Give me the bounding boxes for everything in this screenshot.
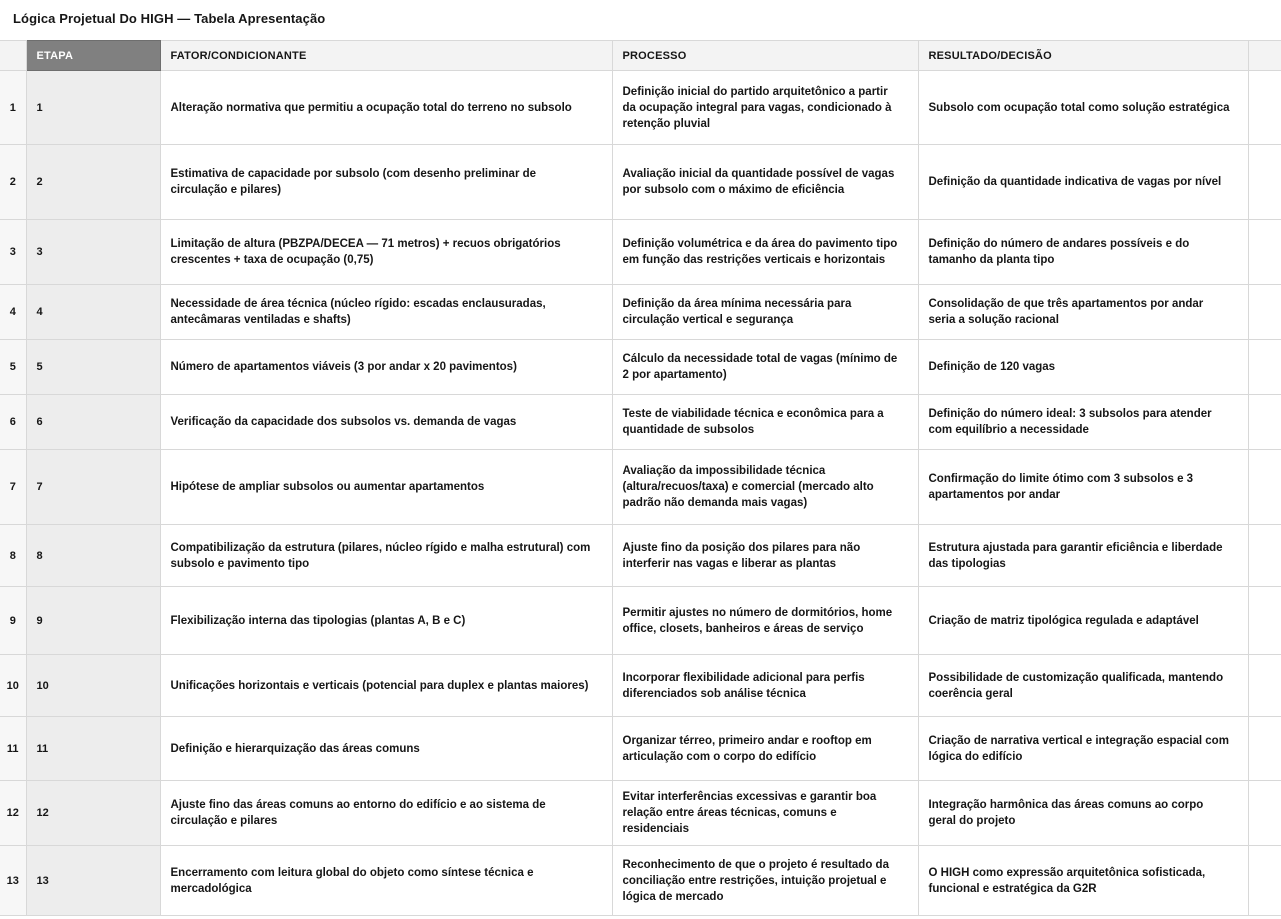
- cell-processo: Reconhecimento de que o projeto é resultado da conciliação entre restrições, intuição projetual e lógica de mercado: [612, 846, 918, 916]
- cell-etapa: 1: [26, 71, 160, 145]
- cell-processo: Avaliação da impossibilidade técnica (altura/recuos/taxa) e comercial (mercado alto padrão não demanda mais vagas): [612, 450, 918, 525]
- cell-resultado-decisao: Criação de narrativa vertical e integração espacial com lógica do edifício: [918, 717, 1248, 781]
- cell-processo: Teste de viabilidade técnica e econômica para a quantidade de subsolos: [612, 395, 918, 450]
- row-number: 9: [0, 587, 26, 655]
- table-row: [0, 285, 1281, 340]
- row-number: 11: [0, 717, 26, 781]
- cell-resultado-decisao: Definição da quantidade indicativa de vagas por nível: [918, 145, 1248, 220]
- cell-processo: Definição inicial do partido arquitetônico a partir da ocupação integral para vagas, condicionado à retenção pluvial: [612, 71, 918, 145]
- cell-spacer: [1248, 655, 1281, 717]
- row-number: 3: [0, 220, 26, 285]
- cell-processo: Incorporar flexibilidade adicional para perfis diferenciados sob análise técnica: [612, 655, 918, 717]
- cell-etapa: 13: [26, 846, 160, 916]
- cell-resultado-decisao: Definição de 120 vagas: [918, 340, 1248, 395]
- table-row: [0, 587, 1281, 655]
- cell-spacer: [1248, 846, 1281, 916]
- table-row: [0, 781, 1281, 846]
- row-number: 8: [0, 525, 26, 587]
- cell-spacer: [1248, 717, 1281, 781]
- header-etapa: ETAPA: [26, 41, 160, 71]
- cell-spacer: [1248, 395, 1281, 450]
- cell-resultado-decisao: Integração harmônica das áreas comuns ao corpo geral do projeto: [918, 781, 1248, 846]
- cell-processo: Avaliação inicial da quantidade possível de vagas por subsolo com o máximo de eficiência: [612, 145, 918, 220]
- table-row: [0, 395, 1281, 450]
- cell-fator-condicionante: Alteração normativa que permitiu a ocupação total do terreno no subsolo: [160, 71, 612, 145]
- table-row: [0, 340, 1281, 395]
- cell-resultado-decisao: Definição do número ideal: 3 subsolos para atender com equilíbrio a necessidade: [918, 395, 1248, 450]
- table-body: [0, 71, 1281, 916]
- table-row: [0, 846, 1281, 916]
- cell-etapa: 7: [26, 450, 160, 525]
- header-row: [0, 41, 1281, 71]
- cell-etapa: 3: [26, 220, 160, 285]
- cell-etapa: 5: [26, 340, 160, 395]
- row-number: 10: [0, 655, 26, 717]
- cell-resultado-decisao: Possibilidade de customização qualificada, mantendo coerência geral: [918, 655, 1248, 717]
- cell-fator-condicionante: Verificação da capacidade dos subsolos vs. demanda de vagas: [160, 395, 612, 450]
- cell-etapa: 4: [26, 285, 160, 340]
- row-number: 4: [0, 285, 26, 340]
- cell-resultado-decisao: Estrutura ajustada para garantir eficiência e liberdade das tipologias: [918, 525, 1248, 587]
- cell-etapa: 9: [26, 587, 160, 655]
- header-resultado-decisao: RESULTADO/DECISÃO: [918, 41, 1248, 71]
- cell-resultado-decisao: Subsolo com ocupação total como solução estratégica: [918, 71, 1248, 145]
- cell-processo: Permitir ajustes no número de dormitórios, home office, closets, banheiros e áreas de serviço: [612, 587, 918, 655]
- cell-spacer: [1248, 71, 1281, 145]
- cell-processo: Ajuste fino da posição dos pilares para não interferir nas vagas e liberar as plantas: [612, 525, 918, 587]
- cell-processo: Evitar interferências excessivas e garantir boa relação entre áreas técnicas, comuns e residenciais: [612, 781, 918, 846]
- cell-etapa: 6: [26, 395, 160, 450]
- cell-processo: Organizar térreo, primeiro andar e rooftop em articulação com o corpo do edifício: [612, 717, 918, 781]
- cell-etapa: 2: [26, 145, 160, 220]
- cell-spacer: [1248, 525, 1281, 587]
- cell-resultado-decisao: Confirmação do limite ótimo com 3 subsolos e 3 apartamentos por andar: [918, 450, 1248, 525]
- cell-spacer: [1248, 587, 1281, 655]
- table-row: [0, 525, 1281, 587]
- cell-etapa: 11: [26, 717, 160, 781]
- table-row: [0, 220, 1281, 285]
- page-title: Lógica Projetual Do HIGH — Tabela Apresentação: [13, 11, 326, 26]
- cell-fator-condicionante: Flexibilização interna das tipologias (plantas A, B e C): [160, 587, 612, 655]
- cell-etapa: 12: [26, 781, 160, 846]
- cell-spacer: [1248, 450, 1281, 525]
- cell-fator-condicionante: Número de apartamentos viáveis (3 por andar x 20 pavimentos): [160, 340, 612, 395]
- header-spacer-cell: [1248, 41, 1281, 71]
- cell-resultado-decisao: Definição do número de andares possíveis e do tamanho da planta tipo: [918, 220, 1248, 285]
- cell-fator-condicionante: Ajuste fino das áreas comuns ao entorno do edifício e ao sistema de circulação e pilares: [160, 781, 612, 846]
- cell-spacer: [1248, 285, 1281, 340]
- cell-fator-condicionante: Necessidade de área técnica (núcleo rígido: escadas enclausuradas, antecâmaras ventiladas e shafts): [160, 285, 612, 340]
- table-row: [0, 145, 1281, 220]
- cell-etapa: 10: [26, 655, 160, 717]
- header-fator-condicionante: FATOR/CONDICIONANTE: [160, 41, 612, 71]
- row-number: 5: [0, 340, 26, 395]
- row-number: 7: [0, 450, 26, 525]
- cell-fator-condicionante: Definição e hierarquização das áreas comuns: [160, 717, 612, 781]
- cell-processo: Cálculo da necessidade total de vagas (mínimo de 2 por apartamento): [612, 340, 918, 395]
- row-number: 1: [0, 71, 26, 145]
- cell-spacer: [1248, 781, 1281, 846]
- header-processo: PROCESSO: [612, 41, 918, 71]
- row-number: 12: [0, 781, 26, 846]
- cell-spacer: [1248, 220, 1281, 285]
- cell-processo: Definição da área mínima necessária para circulação vertical e segurança: [612, 285, 918, 340]
- table-row: [0, 717, 1281, 781]
- cell-resultado-decisao: Consolidação de que três apartamentos por andar seria a solução racional: [918, 285, 1248, 340]
- cell-spacer: [1248, 145, 1281, 220]
- table-row: [0, 655, 1281, 717]
- cell-fator-condicionante: Estimativa de capacidade por subsolo (com desenho preliminar de circulação e pilares): [160, 145, 612, 220]
- row-number: 2: [0, 145, 26, 220]
- row-number: 6: [0, 395, 26, 450]
- cell-fator-condicionante: Limitação de altura (PBZPA/DECEA — 71 metros) + recuos obrigatórios crescentes + taxa de ocupação (0,75): [160, 220, 612, 285]
- logic-table: [0, 40, 1281, 916]
- cell-fator-condicionante: Compatibilização da estrutura (pilares, núcleo rígido e malha estrutural) com subsolo e pavimento tipo: [160, 525, 612, 587]
- cell-spacer: [1248, 340, 1281, 395]
- table-header: [0, 41, 1281, 71]
- table-row: [0, 450, 1281, 525]
- cell-fator-condicionante: Hipótese de ampliar subsolos ou aumentar apartamentos: [160, 450, 612, 525]
- cell-processo: Definição volumétrica e da área do pavimento tipo em função das restrições verticais e horizontais: [612, 220, 918, 285]
- cell-resultado-decisao: Criação de matriz tipológica regulada e adaptável: [918, 587, 1248, 655]
- header-gutter-cell: [0, 41, 26, 71]
- row-number: 13: [0, 846, 26, 916]
- cell-resultado-decisao: O HIGH como expressão arquitetônica sofisticada, funcional e estratégica da G2R: [918, 846, 1248, 916]
- cell-etapa: 8: [26, 525, 160, 587]
- table-row: [0, 71, 1281, 145]
- cell-fator-condicionante: Encerramento com leitura global do objeto como síntese técnica e mercadológica: [160, 846, 612, 916]
- cell-fator-condicionante: Unificações horizontais e verticais (potencial para duplex e plantas maiores): [160, 655, 612, 717]
